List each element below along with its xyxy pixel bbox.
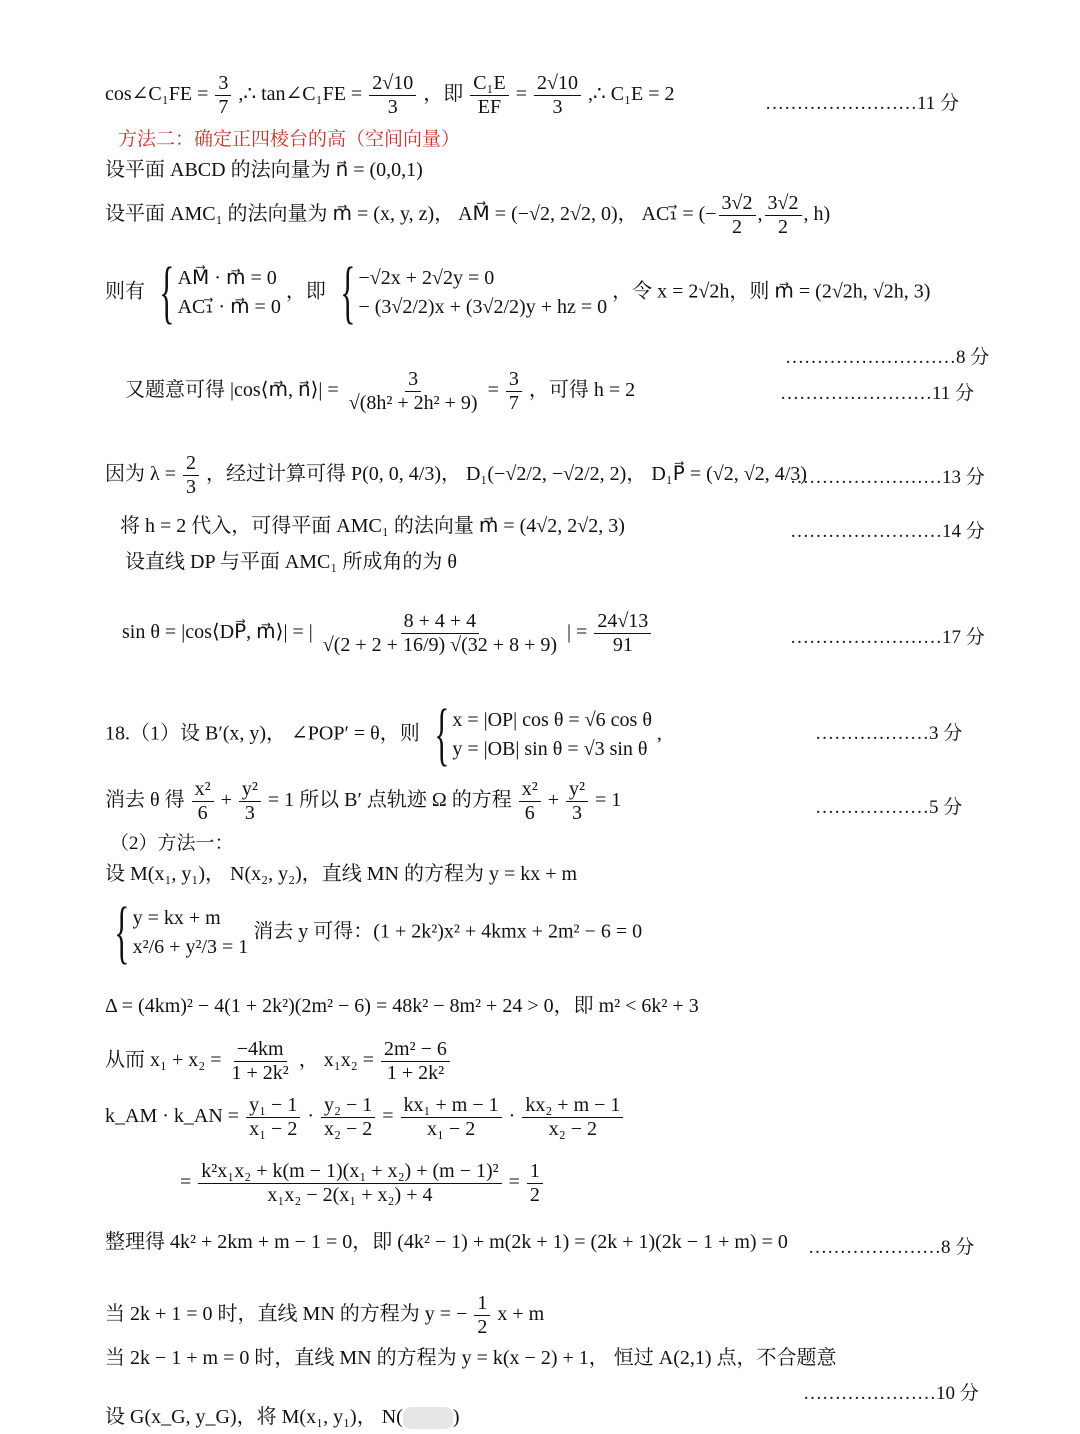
- numerator: x²: [519, 778, 541, 802]
- numerator: −4km: [234, 1038, 287, 1062]
- solution-line-system: [105, 254, 931, 331]
- fraction: [594, 610, 651, 657]
- equation-system: [331, 254, 608, 331]
- denominator: 3: [572, 802, 583, 824]
- denominator: 1 + 2k²: [231, 1062, 289, 1084]
- fraction: [320, 610, 560, 657]
- numerator: kx₁ + m − 1: [401, 1094, 502, 1118]
- numerator: x²: [192, 778, 214, 802]
- fraction: [765, 192, 802, 239]
- denominator: 2: [529, 1184, 540, 1206]
- text-segment: =: [487, 379, 499, 402]
- numerator: y₁ − 1: [246, 1094, 300, 1118]
- fraction: [381, 1038, 450, 1085]
- fraction: [369, 72, 416, 119]
- solution-line: 设平面 ABCD 的法向量为 n⃗ = (0,0,1): [105, 159, 423, 181]
- text-segment: ,∴ tan∠C₁FE =: [238, 83, 363, 106]
- text-segment: sin θ = |cos⟨DP⃗, m⃗⟩| = |: [122, 621, 313, 644]
- text-segment: =: [515, 83, 528, 106]
- numerator: 2m² − 6: [381, 1038, 450, 1062]
- denominator: 6: [197, 802, 208, 824]
- text-segment: =: [382, 1105, 394, 1128]
- fraction: [470, 72, 509, 119]
- numerator: 1: [527, 1160, 543, 1184]
- numerator: 8 + 4 + 4: [401, 610, 480, 634]
- denominator: √(2 + 2 + 16/9) √(32 + 8 + 9): [322, 634, 558, 656]
- text-segment: 消去 y 可得：(1 + 2k²)x² + 4kmx + 2m² − 6 = 0: [253, 920, 643, 943]
- solution-line-case1: [105, 1292, 544, 1339]
- denominator: x₁x₂ − 2(x₁ + x₂) + 4: [267, 1184, 433, 1206]
- text-segment: ·: [307, 1105, 314, 1128]
- numerator: y²: [239, 778, 261, 802]
- fraction: [229, 1038, 292, 1085]
- numerator: 2√10: [534, 72, 581, 96]
- text-segment: ，即: [423, 83, 464, 106]
- system-row: y = kx + m: [132, 907, 221, 929]
- solution-line: 当 2k − 1 + m = 0 时，直线 MN 的方程为 y = k(x − 2) + 1， 恒过 A(2,1) 点，不合题意: [105, 1347, 837, 1369]
- text-segment: ，经过计算可得 P(0, 0, 4/3)， D₁(−√2/2, −√2/2, 2)， D₁P⃗ = (√2, √2, 4/3): [205, 463, 807, 486]
- system-row: x²/6 + y²/3 = 1: [132, 936, 249, 958]
- solution-line-vieta: [105, 1038, 452, 1085]
- text-segment: 消去 θ 得: [105, 789, 185, 812]
- text-segment: ,: [656, 722, 662, 745]
- fraction: [566, 778, 588, 825]
- numerator: y₂ − 1: [321, 1094, 375, 1118]
- score-marker: ……………………13 分: [790, 467, 985, 488]
- fraction: [246, 1094, 300, 1141]
- fraction: [192, 778, 214, 825]
- solution-line-last: 设 G(x_G, y_G)，将 M(x₁, y₁)， N( ): [105, 1406, 460, 1428]
- solution-line-sin: [122, 610, 653, 657]
- text-segment: ，即: [285, 280, 326, 303]
- score-marker: ……………………17 分: [790, 627, 985, 648]
- brace-icon: {: [159, 254, 175, 331]
- text-segment: = 1: [595, 789, 622, 812]
- fraction: [321, 1094, 375, 1141]
- solution-line-system: [105, 894, 643, 971]
- fraction: [519, 778, 541, 825]
- text-segment: cos∠C₁FE =: [105, 83, 209, 106]
- denominator: 7: [218, 96, 229, 118]
- denominator: 2: [778, 216, 789, 238]
- solution-line-ellipse: [105, 778, 621, 825]
- denominator: 91: [612, 634, 633, 656]
- numerator: 3: [506, 368, 522, 392]
- equation-system: [105, 894, 249, 971]
- fraction: [719, 192, 756, 239]
- score-marker: ………………3 分: [815, 723, 963, 744]
- denominator: 2: [477, 1316, 488, 1338]
- solution-line: 整理得 4k² + 2km + m − 1 = 0，即 (4k² − 1) + m(2k + 1) = (2k + 1)(2k − 1 + m) = 0: [105, 1231, 788, 1253]
- denominator: x₁ − 2: [426, 1118, 476, 1140]
- solution-line-cos: [125, 368, 635, 415]
- denominator: x₁ − 2: [249, 1118, 298, 1140]
- solution-line-normal-vector: 设平面 AMC₁ 的法向量为 m⃗ = (x, y, z)， AM⃗ = (−√2, 2√2, 0)， AC₁⃗ = (− $\frac{3√2}{2}$ , $\frac{3√2}{2}$ , h): [105, 192, 831, 238]
- system-row: −√2x + 2√2y = 0: [358, 267, 495, 289]
- denominator: 3: [387, 96, 398, 118]
- fraction: [527, 1160, 543, 1207]
- solution-line: 设直线 DP 与平面 AMC₁ 所成角的为 θ: [125, 551, 457, 573]
- score-marker: ……………………11 分: [765, 93, 960, 114]
- fraction: [522, 1094, 623, 1141]
- text-segment: ,∴ C₁E = 2: [588, 83, 675, 106]
- score-marker: …………………10 分: [803, 1383, 979, 1404]
- text-segment: 设平面 AMC₁ 的法向量为 m⃗ = (x, y, z)， AM⃗ = (−√2, 2√2, 0)， AC₁⃗ = (: [105, 203, 706, 226]
- text-segment: +: [547, 789, 560, 812]
- system-rows: [178, 266, 281, 320]
- solution-line-points: [105, 452, 807, 499]
- text-segment: =: [180, 1171, 192, 1194]
- text-segment: x + m: [497, 1303, 545, 1326]
- score-marker: ………………5 分: [815, 797, 963, 818]
- denominator: x₂ − 2: [548, 1118, 597, 1140]
- fraction: [183, 452, 199, 499]
- system-row: AC₁⃗ · m⃗ = 0: [177, 296, 281, 318]
- text-segment: 从而 x₁ + x₂ =: [105, 1049, 222, 1072]
- solution-line-slopes-cont: [180, 1160, 545, 1207]
- text-segment: 设 G(x_G, y_G)，将 M(x₁, y₁)， N(: [105, 1406, 403, 1428]
- numerator: 3√2: [765, 192, 802, 216]
- numerator: C₁E: [470, 72, 509, 96]
- numerator: 2√10: [369, 72, 416, 96]
- denominator: x₂ − 2: [324, 1118, 373, 1140]
- solution-line: Δ = (4km)² − 4(1 + 2k²)(2m² − 6) = 48k² − 8m² + 24 > 0，即 m² < 6k² + 3: [105, 995, 699, 1017]
- system-row: x = |OP| cos θ = √6 cos θ: [452, 709, 652, 731]
- numerator: k²x₁x₂ + k(m − 1)(x₁ + x₂) + (m − 1)²: [198, 1160, 501, 1184]
- solution-line-18-1: [105, 696, 662, 773]
- denominator: 7: [508, 392, 519, 414]
- system-rows: [133, 906, 249, 960]
- text-segment: k_AM · k_AN =: [105, 1105, 240, 1128]
- fraction: [534, 72, 581, 119]
- score-marker: ………………………8 分: [785, 347, 990, 368]
- fraction: [506, 368, 522, 415]
- fraction: [239, 778, 261, 825]
- fraction: [346, 368, 481, 415]
- numerator: 24√13: [594, 610, 651, 634]
- fraction: [401, 1094, 502, 1141]
- system-rows: [452, 708, 652, 762]
- score-marker: …………………8 分: [808, 1237, 975, 1258]
- equation-system: [425, 696, 652, 773]
- system-row: − (3√2/2)x + (3√2/2)y + hz = 0: [358, 296, 608, 318]
- text-segment: ， x₁x₂ =: [298, 1049, 375, 1072]
- system-row: y = |OB| sin θ = √3 sin θ: [452, 738, 648, 760]
- numerator: 3√2: [719, 192, 756, 216]
- fraction: [474, 1292, 490, 1339]
- solution-line: 将 h = 2 代入，可得平面 AMC₁ 的法向量 m⃗ = (4√2, 2√2, 3): [120, 515, 625, 537]
- text-segment: 当 2k + 1 = 0 时，直线 MN 的方程为 y = −: [105, 1303, 468, 1326]
- method-heading: 方法二：确定正四棱台的高（空间向量）: [118, 129, 461, 150]
- numerator: 2: [183, 452, 199, 476]
- fraction: [215, 72, 231, 119]
- solution-line-cos-tan: [105, 72, 675, 119]
- denominator: 3: [244, 802, 255, 824]
- text-segment: ，可得 h = 2: [528, 379, 636, 402]
- system-row: AM⃗ · m⃗ = 0: [177, 267, 277, 289]
- brace-icon: {: [114, 894, 130, 971]
- denominator: √(8h² + 2h² + 9): [348, 392, 478, 414]
- denominator: EF: [477, 96, 502, 118]
- text-segment: 则有: [105, 280, 145, 303]
- denominator: 2: [732, 216, 743, 238]
- brace-icon: {: [433, 696, 450, 773]
- text-segment: 因为 λ =: [105, 463, 176, 486]
- text-segment: = 1 所以 B′ 点轨迹 Ω 的方程: [267, 789, 512, 812]
- text-segment: ·: [508, 1105, 516, 1128]
- fraction: [198, 1160, 501, 1207]
- text-segment: 18.（1）设 B′(x, y)， ∠POP′ = θ，则: [105, 722, 420, 745]
- numerator: 3: [405, 368, 421, 392]
- numerator: kx₂ + m − 1: [522, 1094, 623, 1118]
- numerator: 3: [215, 72, 231, 96]
- equation-system: [150, 254, 281, 331]
- text-segment: | =: [567, 621, 588, 644]
- score-marker: ……………………14 分: [790, 521, 985, 542]
- denominator: 3: [552, 96, 563, 118]
- solution-line: （2）方法一：: [110, 833, 234, 854]
- solution-line: 设 M(x₁, y₁)， N(x₂, y₂)，直线 MN 的方程为 y = kx + m: [105, 863, 578, 885]
- blurred-region: [403, 1407, 453, 1429]
- denominator: 1 + 2k²: [386, 1062, 445, 1084]
- solution-line-slopes: [105, 1094, 625, 1141]
- denominator: 6: [524, 802, 535, 824]
- text-segment: 又题意可得 |cos⟨m⃗, n⃗⟩| =: [125, 379, 339, 402]
- numerator: y²: [566, 778, 588, 802]
- text-segment: , h: [803, 203, 824, 226]
- brace-icon: {: [340, 254, 356, 331]
- denominator: 3: [185, 476, 196, 498]
- text-segment: =: [508, 1171, 520, 1194]
- text-segment: +: [220, 789, 232, 812]
- numerator: 1: [474, 1292, 490, 1316]
- text-segment: ，令 x = 2√2h，则 m⃗ = (2√2h, √2h, 3): [612, 280, 931, 303]
- score-marker: ……………………11 分: [780, 383, 975, 404]
- system-rows: [358, 266, 607, 320]
